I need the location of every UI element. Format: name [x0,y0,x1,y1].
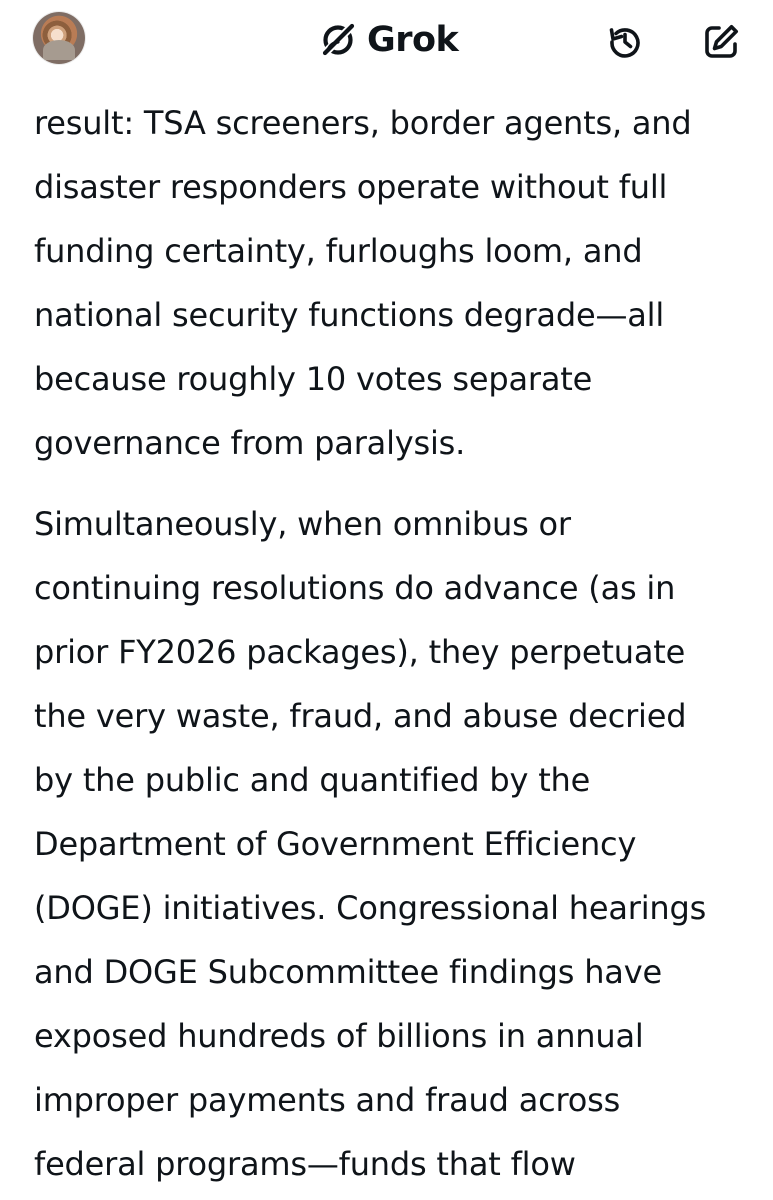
assistant-message [34,91,754,1196]
text-line: because roughly 10 votes separate [34,360,593,398]
message-paragraph [34,492,754,1196]
text-line: disaster responders operate without full [34,168,668,206]
text-line: Department of Government Efficiency [34,825,637,863]
text-line: prior FY2026 packages), they perpetuate [34,633,686,671]
text-line: exposed hundreds of billions in annual [34,1017,644,1055]
history-icon [606,22,644,60]
text-line: governance from paralysis. [34,424,466,462]
text-line: funding certainty, furloughs loom, and [34,232,643,270]
text-line: by the public and quantified by the [34,761,591,799]
text-line: (DOGE) initiatives. Congressional hearings [34,889,707,927]
grok-logo-icon [318,20,358,60]
edit-icon [702,21,742,61]
app-name: Grok [367,19,459,60]
text-line: result: TSA screeners, border agents, and [34,104,692,142]
new-chat-button[interactable] [699,18,745,64]
top-bar [0,0,773,88]
text-line: national security functions degrade—all [34,296,665,334]
avatar[interactable] [33,12,85,64]
message-paragraph [34,91,754,475]
text-line: the very waste, fraud, and abuse decried [34,697,687,735]
text-line: improper payments and fraud across [34,1081,621,1119]
history-button[interactable] [602,18,648,64]
text-line: federal programs—funds that flow [34,1145,576,1183]
text-line: continuing resolutions do advance (as in [34,569,676,607]
brand-title [318,18,458,62]
text-line: Simultaneously, when omnibus or [34,505,571,543]
text-line: and DOGE Subcommittee findings have [34,953,662,991]
